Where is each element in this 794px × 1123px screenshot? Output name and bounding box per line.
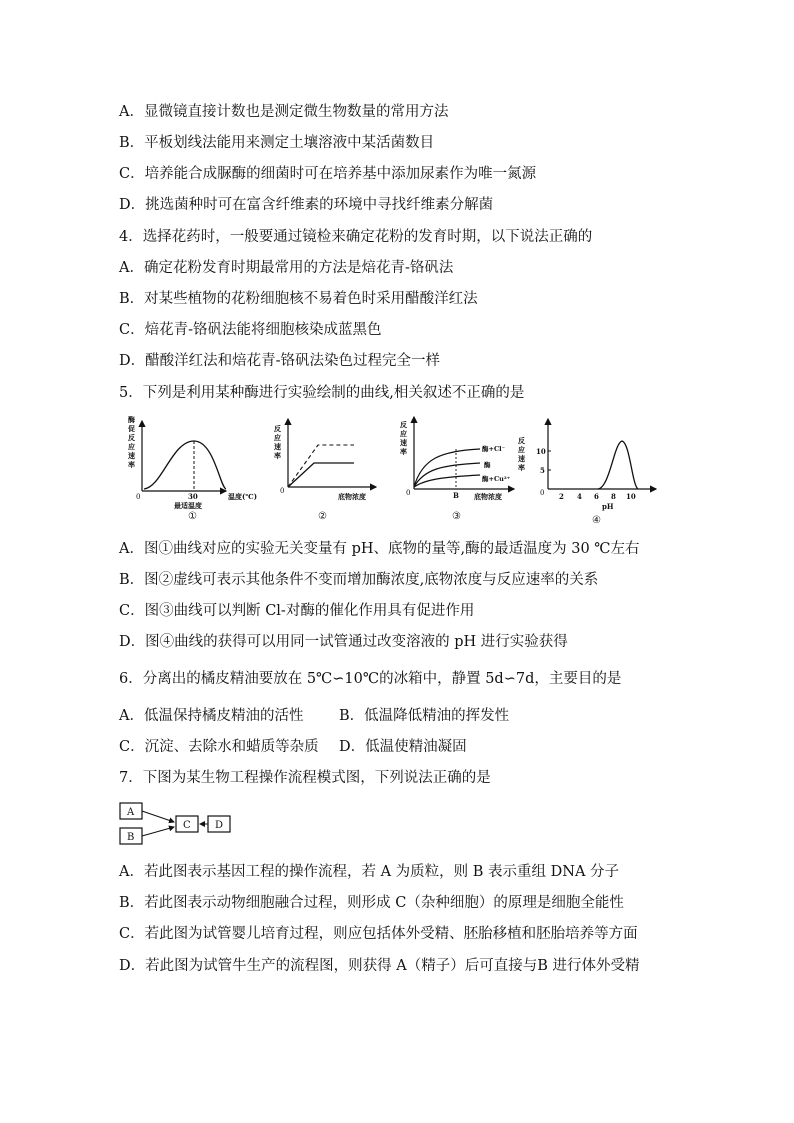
fig2-origin: 0	[280, 487, 285, 495]
q6-option-d: D．低温使精油凝固	[339, 739, 467, 755]
fig4-ytick-10: 10	[536, 447, 546, 456]
q7-flow-diagram	[118, 800, 238, 848]
fig3-tick-b: B	[453, 491, 459, 500]
q3-option-d: D．挑选菌种时可在富含纤维素的环境中寻找纤维素分解菌	[119, 197, 494, 213]
fig3-ylabel-c2: 应	[400, 429, 407, 438]
fig1-ylabel-c5: 速	[128, 451, 135, 460]
fig3-label-enzyme: 酶	[484, 461, 491, 469]
fig4-origin: 0	[540, 489, 545, 497]
figure-4-ph-curve	[514, 413, 664, 525]
fig1-ylabel-c2: 促	[128, 424, 135, 433]
fig4-xtick-2: 2	[559, 492, 564, 501]
q7-box-b-label: B	[127, 832, 135, 843]
q6-option-b: B．低温降低精油的挥发性	[339, 708, 510, 724]
q5-option-b: B．图②虚线可表示其他条件不变而增加酶浓度,底物浓度与反应速率的关系	[119, 572, 599, 588]
q7-option-a: A．若此图表示基因工程的操作流程，若 A 为质粒，则 B 表示重组 DNA 分子	[119, 864, 620, 880]
fig1-xlabel: 温度(℃)	[228, 492, 258, 501]
q6-stem: 6．分离出的橘皮精油要放在 5℃∽10℃的冰箱中，静置 5d∽7d，主要目的是	[119, 671, 622, 687]
q7-arrow-a-c	[142, 811, 174, 822]
fig2-caption: ②	[318, 511, 327, 522]
fig4-ylabel-c4: 率	[518, 463, 525, 472]
fig3-ylabel-c4: 率	[400, 447, 407, 456]
fig4-xlabel: pH	[602, 502, 614, 511]
fig3-xlabel: 底物浓度	[474, 492, 502, 501]
q7-option-d: D．若此图为试管牛生产的流程图，则获得 A（精子）后可直接与B 进行体外受精	[119, 958, 640, 974]
fig3-curve-cu	[414, 475, 480, 487]
fig2-ylabel-c1: 反	[274, 424, 281, 433]
fig4-xtick-10: 10	[626, 492, 636, 501]
fig1-caption: ①	[188, 511, 197, 522]
q5-option-d: D．图④曲线的获得可以用同一试管通过改变溶液的 pH 进行实验获得	[119, 634, 568, 650]
q7-box-a-label: A	[127, 807, 135, 818]
fig4-ylabel-c1: 反	[518, 436, 525, 445]
q7-arrow-b-c	[142, 827, 174, 836]
q3-option-c: C．培养能合成脲酶的细菌时可在培养基中添加尿素作为唯一氮源	[119, 166, 537, 182]
fig1-ylabel-c4: 应	[128, 442, 135, 451]
figure-3-ion-effect-curve	[396, 413, 521, 525]
fig1-ylabel-c1: 酶	[128, 415, 135, 424]
fig2-xlabel: 底物浓度	[338, 492, 366, 501]
fig4-xtick-6: 6	[594, 492, 599, 501]
q7-option-b: B．若此图表示动物细胞融合过程，则形成 C（杂种细胞）的原理是细胞全能性	[119, 895, 624, 911]
fig2-solid-curve	[288, 463, 354, 487]
fig2-ylabel-c4: 率	[274, 451, 281, 460]
q7-box-c-label: C	[183, 820, 191, 831]
fig3-ylabel-c1: 反	[400, 420, 407, 429]
q5-option-a: A．图①曲线对应的实验无关变量有 pH、底物的量等,酶的最适温度为 30 ℃左右	[119, 541, 640, 557]
fig1-ylabel-c6: 率	[128, 460, 135, 469]
q5-option-c: C．图③曲线可以判断 Cl-对酶的催化作用具有促进作用	[119, 603, 475, 619]
fig2-dashed-curve	[288, 445, 354, 487]
fig1-tick-30: 30	[188, 492, 198, 501]
q4-option-b: B．对某些植物的花粉细胞核不易着色时采用醋酸洋红法	[119, 291, 478, 307]
figure-1-temperature-curve	[122, 413, 272, 525]
fig4-xtick-4: 4	[577, 492, 582, 501]
q4-option-c: C．焙花青-铬矾法能将细胞核染成蓝黑色	[119, 322, 382, 338]
q3-option-b: B．平板划线法能用来测定土壤溶液中某活菌数目	[119, 135, 435, 151]
fig3-caption: ③	[452, 511, 461, 522]
q4-option-a: A．确定花粉发育时期最常用的方法是焙花青-铬矾法	[119, 260, 454, 276]
fig4-ylabel-c2: 应	[518, 445, 525, 454]
fig1-ylabel-c3: 反	[128, 433, 135, 442]
figure-2-substrate-curve	[268, 413, 383, 525]
fig3-curve-cl	[414, 449, 480, 487]
q7-option-c: C．若此图为试管婴儿培育过程，则应包括体外受精、胚胎移植和胚胎培养等方面	[119, 926, 638, 942]
fig3-origin: 0	[406, 489, 411, 497]
fig4-ylabel-c3: 速	[518, 454, 525, 463]
q6-option-c: C．沉淀、去除水和蜡质等杂质	[119, 739, 319, 755]
fig4-xtick-8: 8	[611, 492, 616, 501]
fig4-ytick-5: 5	[540, 466, 545, 475]
fig1-curve	[144, 441, 226, 489]
fig4-curve	[598, 441, 638, 489]
fig2-ylabel-c2: 应	[274, 433, 281, 442]
q4-option-d: D．醋酸洋红法和焙花青-铬矾法染色过程完全一样	[119, 353, 441, 369]
fig1-origin: 0	[136, 493, 141, 501]
fig3-ylabel-c3: 速	[400, 438, 407, 447]
q5-stem: 5．下列是利用某种酶进行实验绘制的曲线,相关叙述不正确的是	[119, 385, 525, 401]
fig4-caption: ④	[592, 515, 601, 525]
q3-option-a: A．显微镜直接计数也是测定微生物数量的常用方法	[119, 104, 449, 120]
q6-option-a: A．低温保持橘皮精油的活性	[119, 708, 304, 724]
q7-stem: 7．下图为某生物工程操作流程模式图，下列说法正确的是	[119, 770, 491, 786]
fig2-ylabel-c3: 速	[274, 442, 281, 451]
fig3-label-cu: 酶+Cu²⁺	[482, 475, 511, 483]
fig1-optimum-label: 最适温度	[174, 501, 202, 510]
fig3-label-cl: 酶+Cl⁻	[482, 445, 506, 453]
q7-box-d-label: D	[215, 820, 224, 831]
q4-stem: 4．选择花药时，一般要通过镜检来确定花粉的发育时期，以下说法正确的	[119, 229, 593, 245]
